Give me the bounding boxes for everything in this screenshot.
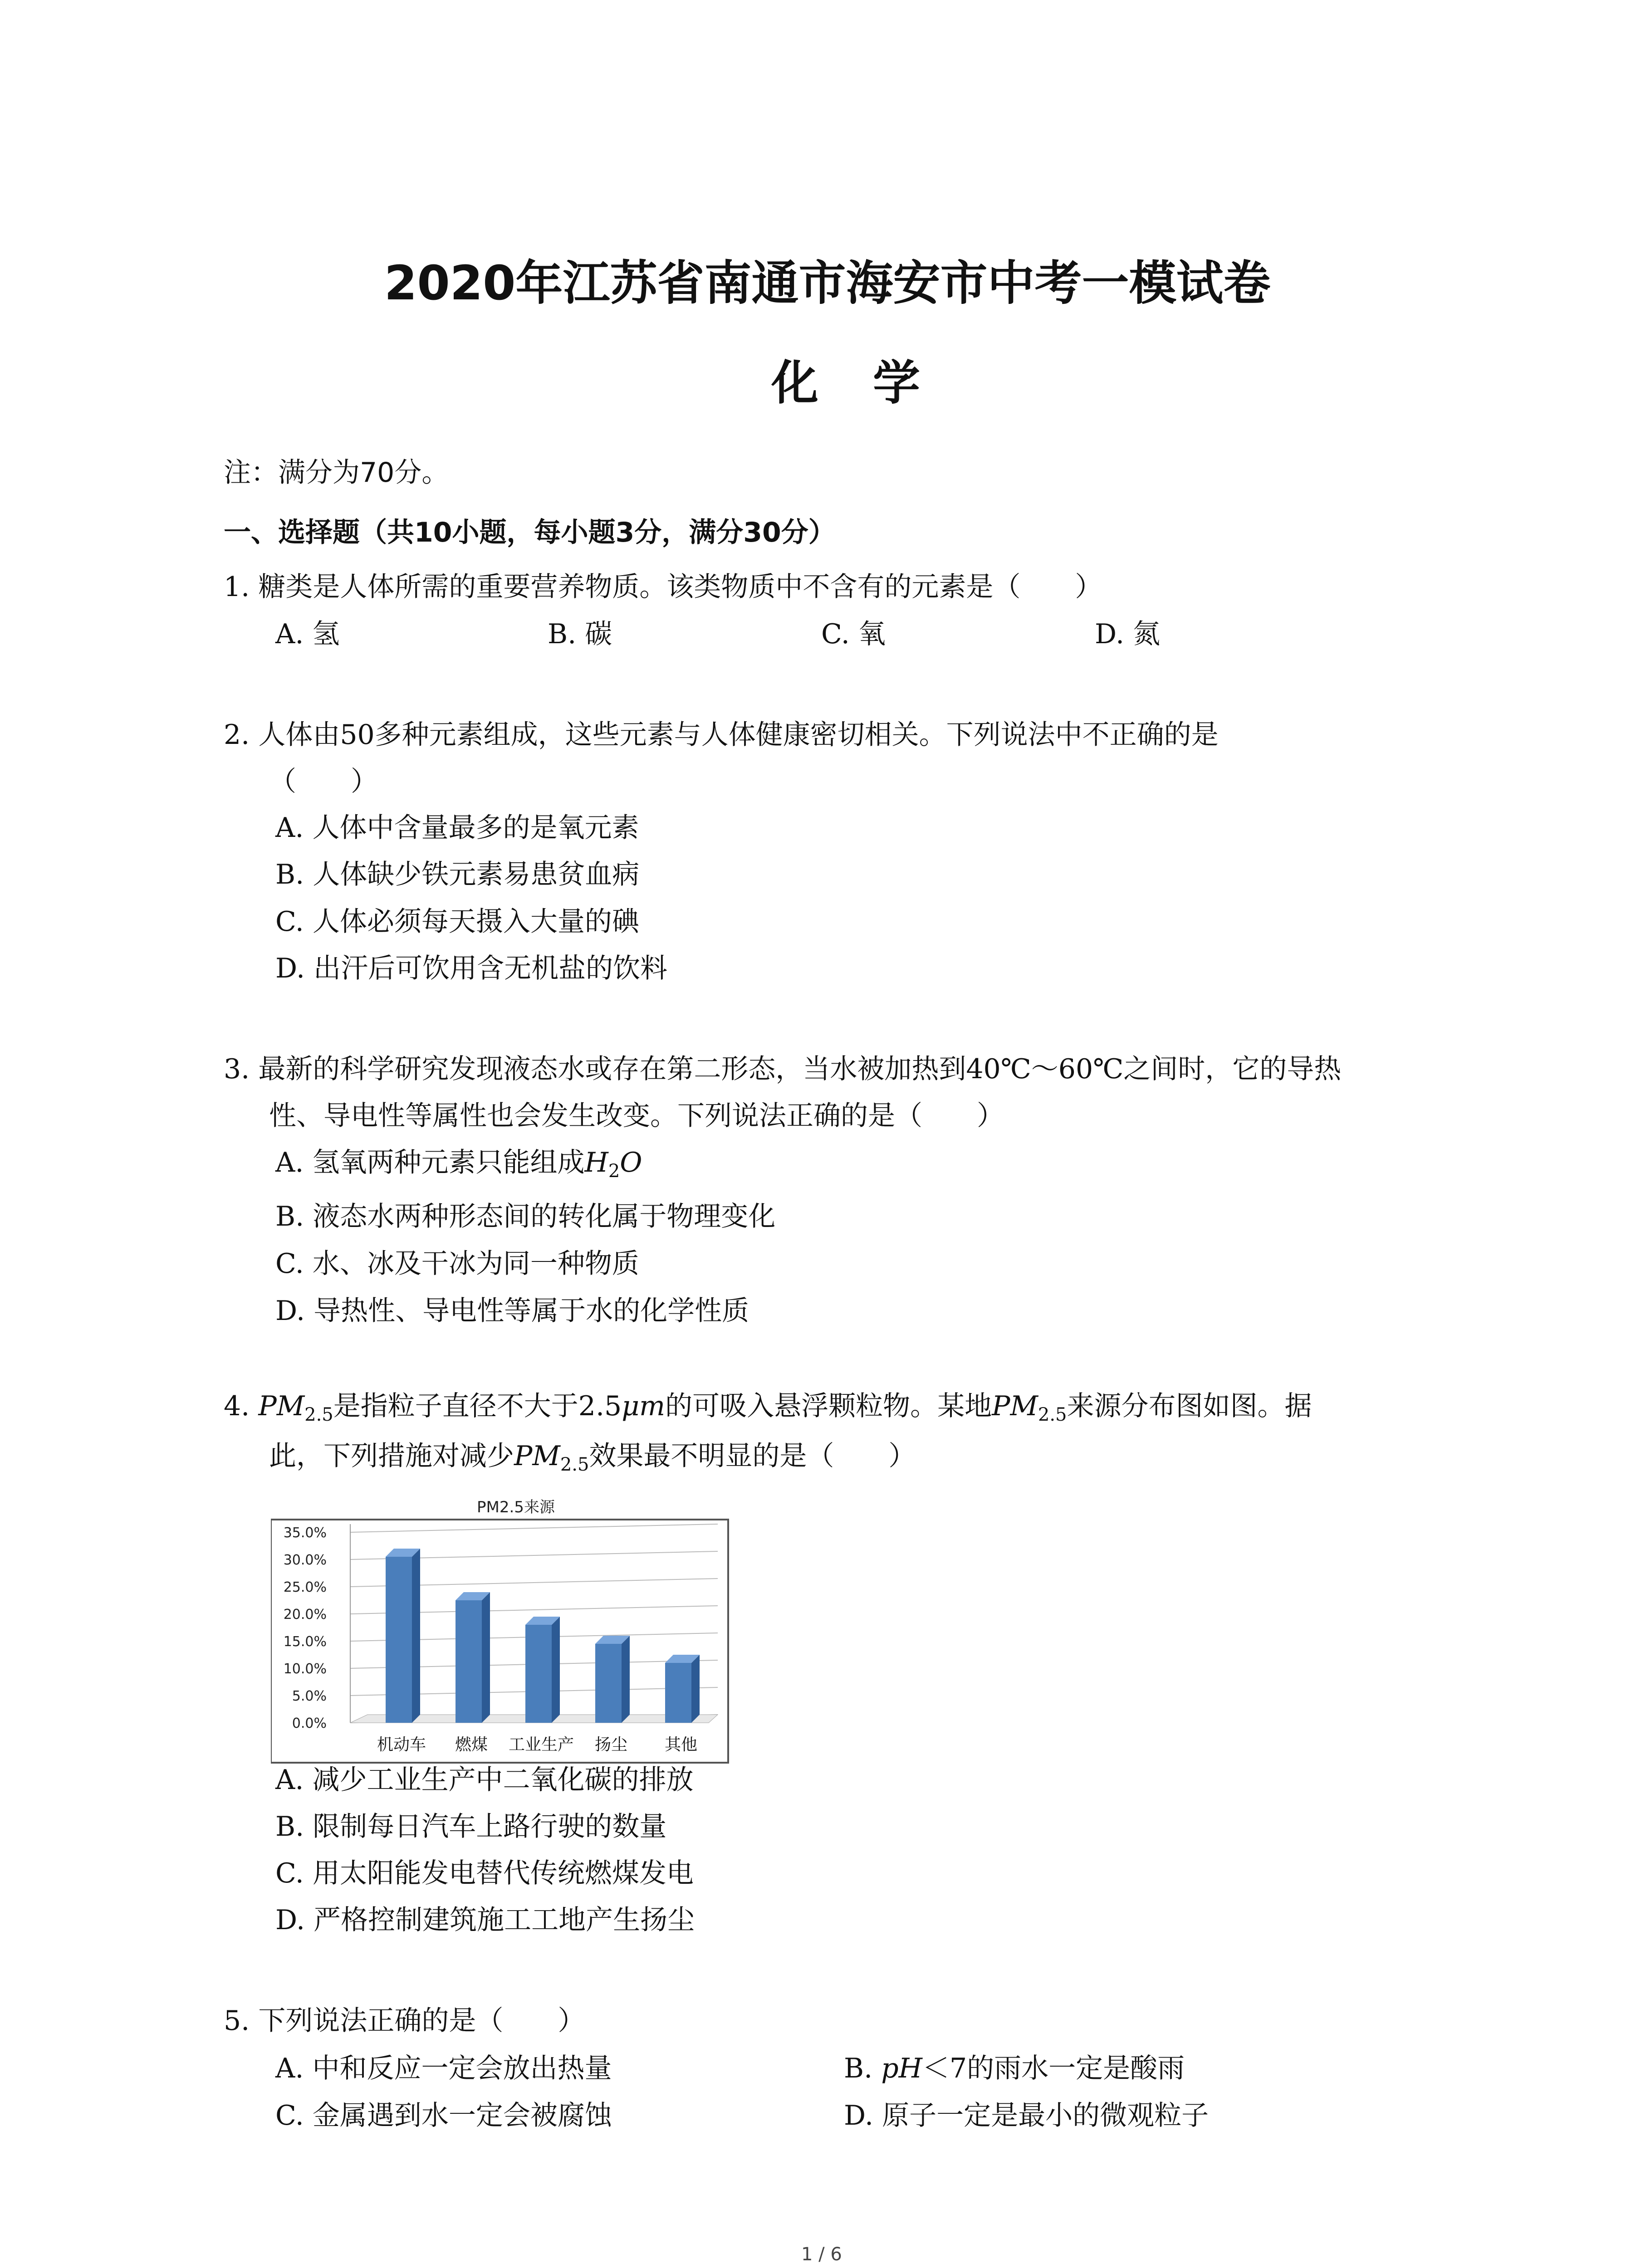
pm25-source-chart: [271, 1496, 729, 1764]
q3-stem-line2: 性、导电性等属性也会发生改变。下列说法正确的是（ ）: [269, 1100, 1004, 1132]
y-tick-label: 10.0%: [283, 1661, 327, 1677]
q4-option-b: B. 限制每日汽车上路行驶的数量: [275, 1811, 667, 1843]
q2-stem-line2: （ ）: [269, 766, 378, 797]
q4-option-a: A. 减少工业生产中二氧化碳的排放: [275, 1764, 694, 1796]
q1-stem: 1. 糖类是人体所需的重要营养物质。该类物质中不含有的元素是（ ）: [224, 571, 1102, 603]
q4-option-c: C. 用太阳能发电替代传统燃煤发电: [275, 1857, 694, 1889]
q3-stem-line1: 3. 最新的科学研究发现液态水或存在第二形态，当水被加热到40℃～60℃之间时，它的导热: [224, 1053, 1342, 1085]
pm-term: $PM_{2.5}$: [992, 1390, 1067, 1425]
y-tick-label: 35.0%: [283, 1525, 327, 1541]
bar-side: [412, 1549, 420, 1723]
ph-term: pH: [881, 2053, 922, 2084]
q3-option-a-text: A. 氢氧两种元素只能组成: [275, 1147, 585, 1178]
q1-option-d: D. 氮: [1095, 618, 1161, 650]
q2-option-b: B. 人体缺少铁元素易患贫血病: [275, 859, 640, 890]
bar-front: [525, 1625, 552, 1723]
y-tick-label: 20.0%: [283, 1607, 327, 1623]
x-tick-label: 扬尘: [594, 1735, 628, 1754]
y-tick-label: 30.0%: [283, 1552, 327, 1568]
q3-option-d: D. 导热性、导电性等属于水的化学性质: [275, 1295, 749, 1327]
pm-term: $PM_{2.5}$: [258, 1390, 333, 1425]
bar-front: [456, 1600, 482, 1723]
x-tick-label: 机动车: [377, 1735, 426, 1754]
x-tick-label: 其他: [664, 1735, 698, 1754]
q4-stem-line1: 4. $PM_{2.5}$是指粒子直径不大于2.5μm的可吸入悬浮颗粒物。某地$PM_{2.5}$来源分布图如图。据: [224, 1390, 1312, 1425]
bar-3: [525, 1617, 560, 1723]
q2-stem-line1: 2. 人体由50多种元素组成，这些元素与人体健康密切相关。下列说法中不正确的是: [224, 719, 1219, 751]
bar-4: [595, 1636, 630, 1723]
bar-side: [482, 1592, 490, 1723]
q1-option-c: C. 氧: [821, 618, 886, 650]
q1-option-a: A. 氢: [275, 618, 340, 650]
bar-1: [386, 1549, 420, 1723]
section-heading: 一、选择题（共10小题，每小题3分，满分30分）: [224, 517, 836, 548]
micrometer-unit: μm: [622, 1390, 666, 1422]
exam-title: 2020年江苏省南通市海安市中考一模试卷: [384, 255, 1271, 311]
y-tick-label: 25.0%: [283, 1579, 327, 1595]
q4-option-d: D. 严格控制建筑施工工地产生扬尘: [275, 1904, 695, 1936]
bar-side: [552, 1617, 560, 1723]
bar-side: [691, 1655, 700, 1723]
q5-option-c: C. 金属遇到水一定会被腐蚀: [275, 2100, 612, 2131]
q2-option-d: D. 出汗后可饮用含无机盐的饮料: [275, 953, 668, 984]
q3-option-a: [275, 1147, 642, 1182]
chart-title: PM2.5来源: [477, 1498, 555, 1516]
q5-stem: 5. 下列说法正确的是（ ）: [224, 2005, 585, 2037]
bar-front: [665, 1663, 691, 1723]
q2-option-c: C. 人体必须每天摄入大量的碘: [275, 906, 639, 938]
q3-option-c: C. 水、冰及干冰为同一种物质: [275, 1248, 639, 1280]
bar-2: [456, 1592, 490, 1723]
x-tick-label: 工业生产: [508, 1735, 574, 1754]
pm-term: $PM_{2.5}$: [514, 1440, 589, 1475]
x-tick-label: 燃煤: [455, 1735, 488, 1754]
score-note: 注：满分为70分。: [224, 457, 449, 489]
q2-option-a: A. 人体中含量最多的是氧元素: [275, 812, 639, 844]
q5-option-b: B. pH＜7的雨水一定是酸雨: [844, 2053, 1185, 2084]
y-tick-label: 5.0%: [292, 1688, 327, 1704]
q4-stem-line2: 此，下列措施对减少$PM_{2.5}$效果最不明显的是（ ）: [269, 1440, 916, 1475]
bar-side: [622, 1636, 630, 1723]
y-tick-label: 0.0%: [292, 1716, 327, 1731]
q1-option-b: B. 碳: [548, 618, 612, 650]
bar-5: [665, 1655, 700, 1723]
page-number: 1 / 6: [801, 2244, 842, 2265]
bar-front: [595, 1644, 622, 1723]
q5-option-a: A. 中和反应一定会放出热量: [275, 2053, 612, 2084]
q5-option-d: D. 原子一定是最小的微观粒子: [844, 2100, 1209, 2131]
y-tick-label: 15.0%: [283, 1634, 327, 1650]
subject-title: 化学: [771, 355, 975, 411]
water-formula: $H_2O$: [584, 1147, 642, 1182]
bar-front: [386, 1557, 412, 1723]
q3-option-b: B. 液态水两种形态间的转化属于物理变化: [275, 1201, 776, 1232]
